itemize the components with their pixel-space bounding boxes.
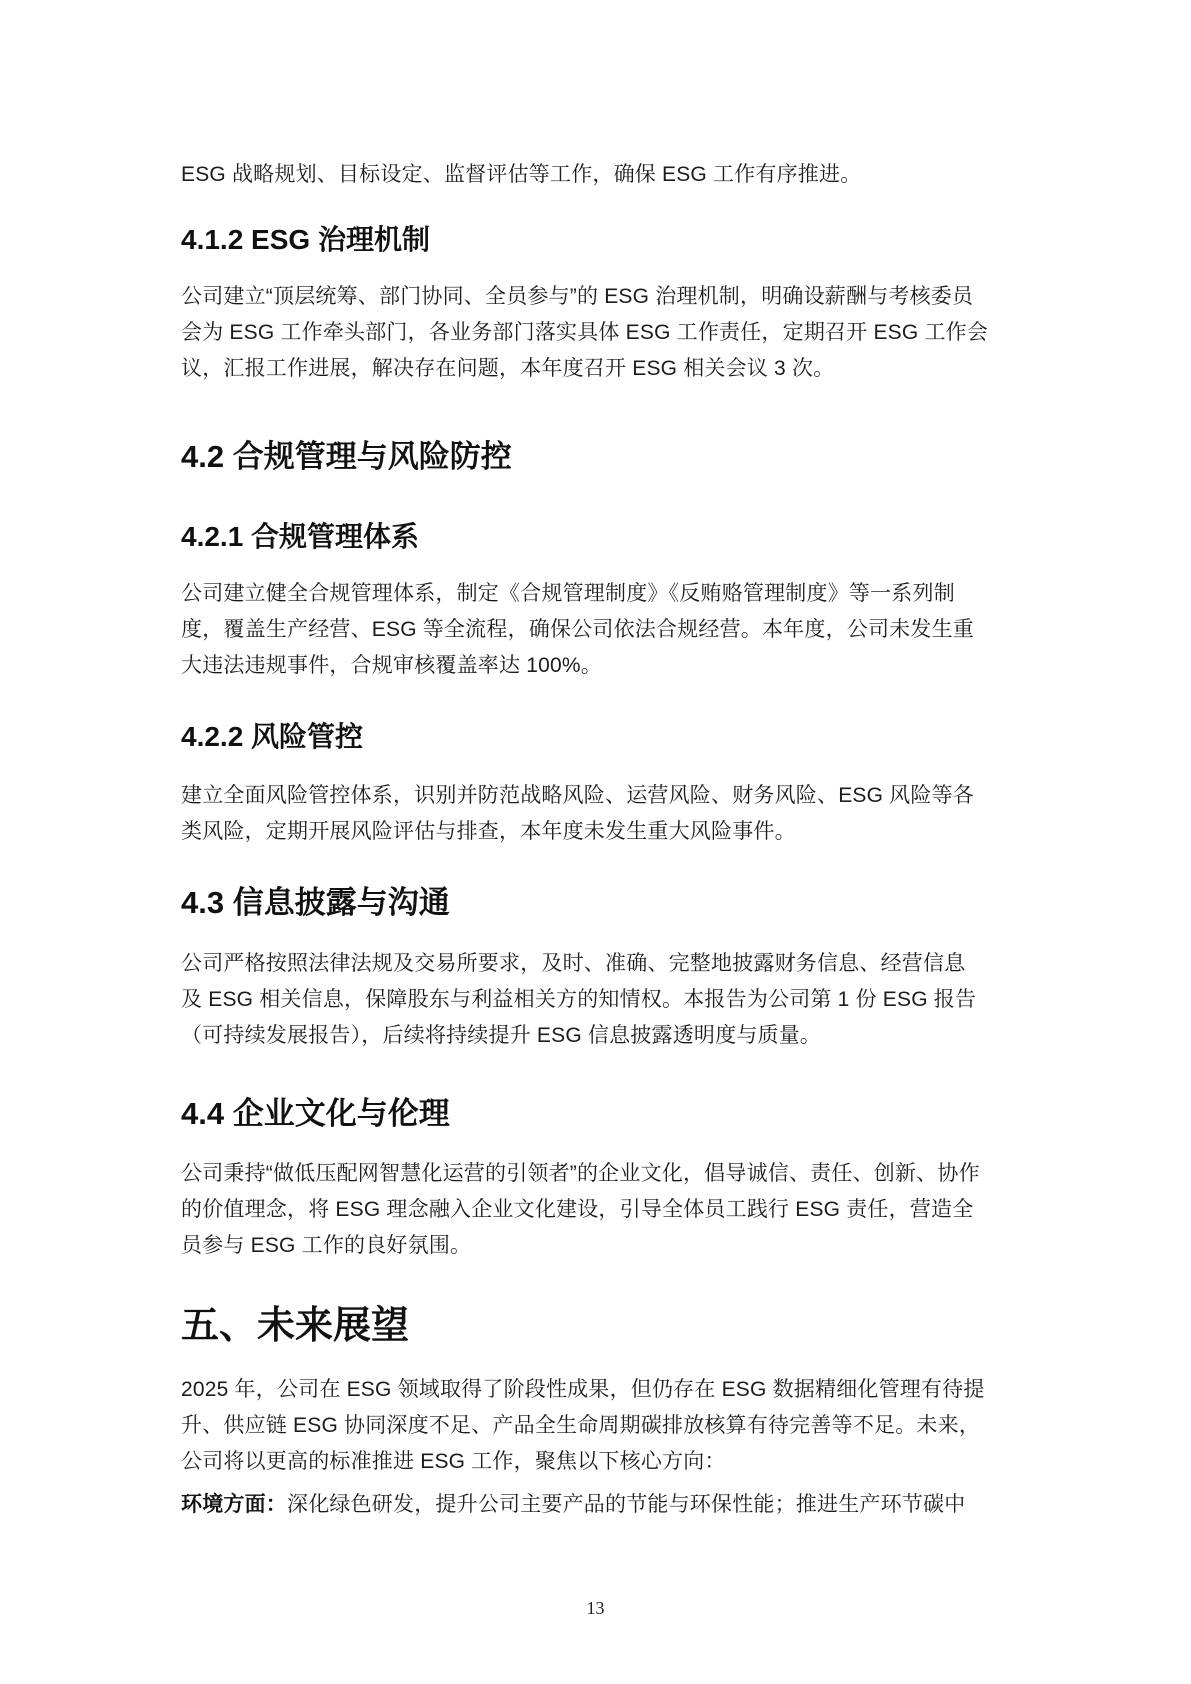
paragraph-line: 公司秉持“做低压配网智慧化运营的引领者”的企业文化，倡导诚信、责任、创新、协作 [181, 1162, 980, 1185]
section-heading-4-4: 4.4 企业文化与伦理 [181, 1096, 450, 1131]
paragraph-line: 及 ESG 相关信息，保障股东与利益相关方的知情权。本报告为公司第 1 份 ESG 报告 [181, 988, 977, 1011]
page-number: 13 [586, 1598, 605, 1618]
paragraph-line: 类风险，定期开展风险评估与排查，本年度未发生重大风险事件。 [181, 820, 796, 843]
section-heading-4-2-1: 4.2.1 合规管理体系 [181, 521, 420, 552]
section-heading-4-2: 4.2 合规管理与风险防控 [181, 439, 512, 474]
paragraph-line: 建立全面风险管控体系，识别并防范战略风险、运营风险、财务风险、ESG 风险等各 [181, 784, 974, 807]
section-heading-4-3: 4.3 信息披露与沟通 [181, 885, 450, 920]
environment-direction-line [181, 1490, 965, 1520]
section-heading-4-1-2: 4.1.2 ESG 治理机制 [181, 224, 430, 255]
paragraph-line: 公司严格按照法律法规及交易所要求，及时、准确、完整地披露财务信息、经营信息 [181, 952, 966, 975]
paragraph-line: 大违法违规事件，合规审核覆盖率达 100%。 [181, 654, 602, 677]
paragraph-line: 升、供应链 ESG 协同深度不足、产品全生命周期碳排放核算有待完善等不足。未来， [181, 1414, 981, 1437]
paragraph-line: 2025 年，公司在 ESG 领域取得了阶段性成果，但仍存在 ESG 数据精细化管理有待提 [181, 1378, 985, 1401]
paragraph-line: 度，覆盖生产经营、ESG 等全流程，确保公司依法合规经营。本年度，公司未发生重 [181, 618, 974, 641]
paragraph-line: 员参与 ESG 工作的良好氛围。 [181, 1234, 472, 1257]
paragraph-line: （可持续发展报告），后续将持续提升 ESG 信息披露透明度与质量。 [181, 1024, 822, 1047]
environment-text: 深化绿色研发，提升公司主要产品的节能与环保性能；推进生产环节碳中 [287, 1493, 966, 1516]
paragraph-line: 公司将以更高的标准推进 ESG 工作，聚焦以下核心方向： [181, 1450, 726, 1473]
environment-label: 环境方面： [181, 1493, 287, 1516]
paragraph-line: ESG 战略规划、目标设定、监督评估等工作，确保 ESG 工作有序推进。 [181, 163, 862, 186]
paragraph-line: 会为 ESG 工作牵头部门，各业务部门落实具体 ESG 工作责任，定期召开 ESG 工作会 [181, 321, 989, 344]
paragraph-line: 公司建立健全合规管理体系，制定《合规管理制度》《反贿赂管理制度》等一系列制 [181, 582, 955, 605]
paragraph-line: 公司建立“顶层统筹、部门协同、全员参与”的 ESG 治理机制，明确设薪酬与考核委员 [181, 285, 974, 308]
paragraph-line: 议，汇报工作进展，解决存在问题，本年度召开 ESG 相关会议 3 次。 [181, 357, 835, 380]
chapter-heading-future-outlook: 五、未来展望 [181, 1305, 410, 1347]
section-heading-4-2-2: 4.2.2 风险管控 [181, 721, 364, 752]
paragraph-line: 的价值理念，将 ESG 理念融入企业文化建设，引导全体员工践行 ESG 责任，营造全 [181, 1198, 974, 1221]
